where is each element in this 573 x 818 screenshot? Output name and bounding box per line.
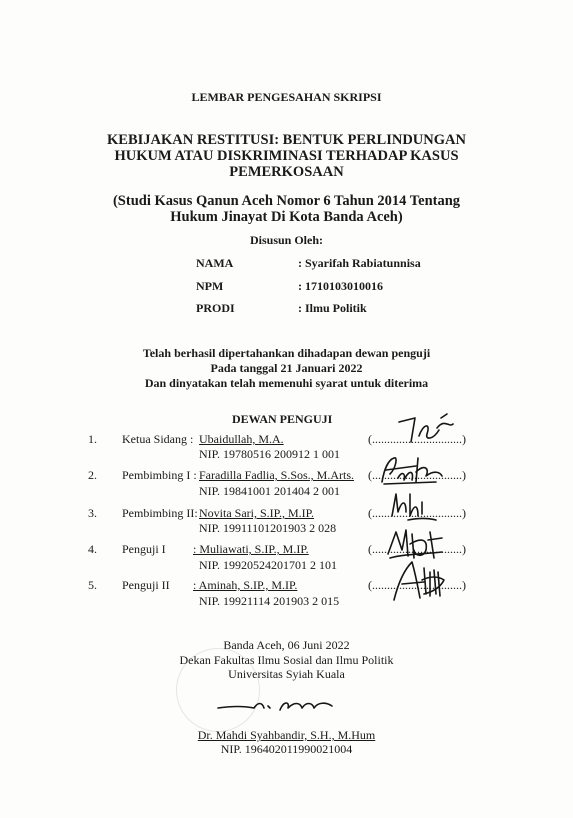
member-nip: NIP. 19780516 200912 1 001 (199, 447, 341, 461)
prepared-by-label: Disusun Oleh: (249, 233, 324, 247)
signature-examiner-2 (388, 558, 448, 604)
name-value: : Syarifah Rabiatunnisa (298, 256, 421, 270)
place-date: Banda Aceh, 06 Juni 2022 (223, 638, 350, 652)
signature-line: (..............................) (368, 468, 466, 482)
member-number: 5. (88, 578, 97, 592)
member-name: : Aminah, S.IP., M.IP. (193, 578, 298, 592)
member-number: 3. (88, 506, 97, 520)
member-name: : Muliawati, S.IP., M.IP. (193, 542, 309, 556)
signature-line: (..............................) (368, 506, 466, 520)
board-heading: DEWAN PENGUJI (232, 412, 333, 426)
dean-position: Dekan Fakultas Ilmu Sosial dan Ilmu Politik (179, 653, 394, 667)
member-number: 2. (88, 468, 97, 482)
signature-advisor-1 (376, 452, 446, 488)
dean-nip: NIP. 196402011990021004 (220, 742, 353, 756)
signature-line: (..............................) (368, 542, 466, 556)
member-role: Penguji I (122, 542, 166, 556)
signature-chair (395, 412, 455, 448)
npm-value: : 1710103010016 (298, 279, 383, 293)
thesis-subtitle-line: (Studi Kasus Qanun Aceh Nomor 6 Tahun 2014 Tentang (112, 193, 461, 209)
thesis-subtitle (0, 193, 573, 225)
member-role: Pembimbing II: (122, 506, 198, 520)
member-role: Pembimbing I : (122, 468, 197, 482)
member-nip: NIP. 19920524201701 2 101 (199, 558, 338, 572)
signature-line: (..............................) (368, 578, 466, 592)
thesis-title-line: HUKUM ATAU DISKRIMINASI TERHADAP KASUS (114, 148, 459, 164)
thesis-title-line: KEBIJAKAN RESTITUSI: BENTUK PERLINDUNGAN (107, 132, 466, 148)
thesis-subtitle-line: Hukum Jinayat Di Kota Banda Aceh) (170, 209, 403, 225)
member-number: 4. (88, 542, 97, 556)
member-name: Ubaidullah, M.A. (199, 432, 284, 446)
member-role: Penguji II (122, 578, 170, 592)
member-nip: NIP. 19921114 201903 2 015 (199, 594, 340, 608)
name-label: NAMA (196, 256, 234, 270)
prodi-label: PRODI (196, 301, 235, 315)
member-name: Faradilla Fadlia, S.Sos., M.Arts. (199, 468, 354, 482)
thesis-title-line: PEMERKOSAAN (229, 164, 344, 180)
thesis-title (0, 132, 573, 180)
member-role: Ketua Sidang : (122, 432, 194, 446)
faded-seal (176, 648, 260, 732)
signature-advisor-2 (388, 490, 438, 524)
member-name: Novita Sari, S.IP., M.IP. (199, 506, 315, 520)
statement-line: Dan dinyatakan telah memenuhi syarat untuk diterima (144, 376, 429, 390)
member-number: 1. (88, 432, 97, 446)
statement-line: Telah berhasil dipertahankan dihadapan dewan penguji (142, 346, 431, 360)
signature-dean (214, 694, 336, 718)
npm-label: NPM (196, 279, 224, 293)
signature-line: (..............................) (368, 432, 466, 446)
sheet-title: LEMBAR PENGESAHAN SKRIPSI (191, 90, 382, 104)
dean-name: Dr. Mahdi Syahbandir, S.H., M.Hum (197, 728, 376, 742)
prodi-value: : Ilmu Politik (298, 301, 367, 315)
member-nip: NIP. 19911101201903 2 028 (199, 521, 337, 535)
university-name: Universitas Syiah Kuala (228, 667, 345, 681)
statement-line: Pada tanggal 21 Januari 2022 (210, 361, 363, 375)
member-nip: NIP. 19841001 201404 2 001 (199, 484, 341, 498)
